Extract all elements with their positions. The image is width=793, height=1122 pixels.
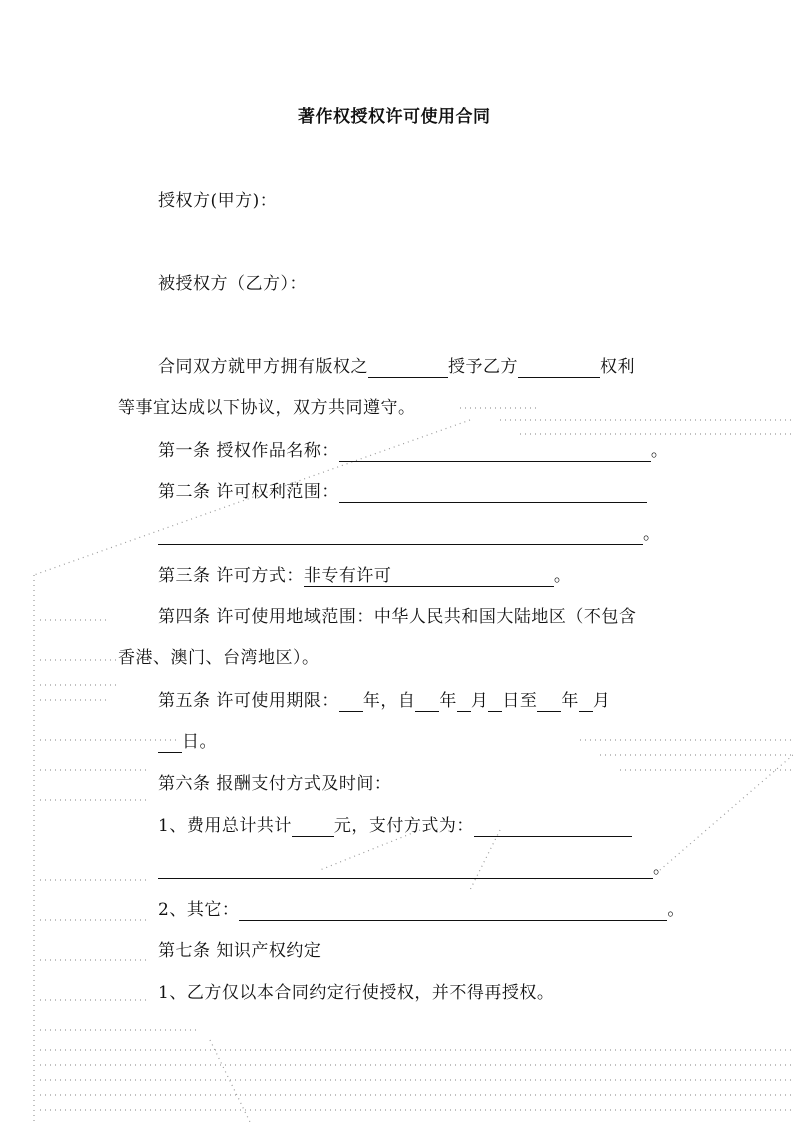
intro-line-2: 等事宜达成以下协议，双方共同遵守。 [118, 398, 416, 418]
rights-scope-blank-1[interactable] [339, 484, 647, 503]
other-label: 2、其它： [158, 900, 240, 920]
fee-amount-blank[interactable] [292, 818, 334, 837]
article-3-label: 第三条 许可方式： [158, 566, 304, 586]
year-unit-text: 年，自 [362, 691, 416, 711]
article-7-label: 第七条 知识产权约定 [158, 941, 322, 961]
month2-text: 月 [592, 691, 611, 711]
article-5-label: 第五条 许可使用期限： [158, 691, 339, 711]
intro-line-1 [158, 356, 635, 378]
article-7-item-1: 1、乙方仅以本合同约定行使授权，并不得再授权。 [158, 983, 555, 1003]
year2-text: 年 [561, 691, 579, 711]
article-6-item-2-end: 。 [667, 900, 685, 920]
article-6-item-1 [158, 815, 632, 837]
end-month-blank[interactable] [579, 693, 593, 712]
article-6-item-2 [158, 899, 685, 921]
payment-method-blank-1[interactable] [474, 818, 632, 837]
work-name-blank[interactable] [339, 443, 651, 462]
intro-text-3: 权利 [600, 357, 635, 377]
article-6-item-1-end: 。 [653, 858, 671, 878]
payment-method-blank-2[interactable] [158, 860, 653, 879]
article-2-label: 第二条 许可权利范围： [158, 482, 339, 502]
article-5-cont [158, 731, 217, 753]
contract-title: 著作权授权许可使用合同 [298, 107, 491, 127]
day-to-text: 日至 [502, 691, 538, 711]
article-3 [158, 565, 571, 587]
rights-blank[interactable] [518, 359, 600, 378]
article-6-label: 第六条 报酬支付方式及时间： [158, 774, 392, 794]
intro-text-1: 合同双方就甲方拥有版权之 [158, 357, 368, 377]
fee-total-text: 1、费用总计共计 [158, 816, 292, 836]
term-years-blank[interactable] [339, 693, 363, 712]
start-year-blank[interactable] [415, 693, 439, 712]
article-4-line-1: 第四条 许可使用地域范围：中华人民共和国大陆地区（不包含 [158, 607, 637, 627]
article-1 [158, 440, 668, 462]
license-type-value[interactable]: 非专有许可 [304, 566, 554, 587]
article-6-item-1-cont [158, 857, 671, 879]
other-blank[interactable] [239, 902, 667, 921]
end-year-blank[interactable] [537, 693, 561, 712]
article-2 [158, 481, 647, 503]
day-end-text: 日。 [182, 732, 217, 752]
start-month-blank[interactable] [457, 693, 471, 712]
article-1-end: 。 [650, 441, 669, 461]
intro-text-2: 授予乙方 [448, 357, 518, 377]
article-2-end: 。 [643, 524, 661, 544]
rights-scope-blank-2[interactable] [158, 526, 643, 545]
article-3-end: 。 [553, 566, 572, 586]
start-day-blank[interactable] [488, 693, 502, 712]
copyright-work-blank[interactable] [368, 359, 448, 378]
end-day-blank[interactable] [158, 734, 182, 753]
article-2-cont [158, 523, 661, 545]
article-4-line-2: 香港、澳门、台湾地区）。 [118, 648, 320, 668]
article-5 [158, 690, 610, 712]
party-b-label: 被授权方（乙方）： [158, 274, 307, 294]
month-text: 月 [470, 691, 489, 711]
year-text: 年 [439, 691, 457, 711]
party-a-label: 授权方(甲方)： [158, 191, 278, 211]
payment-method-text: 元，支付方式为： [333, 816, 474, 836]
article-1-label: 第一条 授权作品名称： [158, 441, 339, 461]
